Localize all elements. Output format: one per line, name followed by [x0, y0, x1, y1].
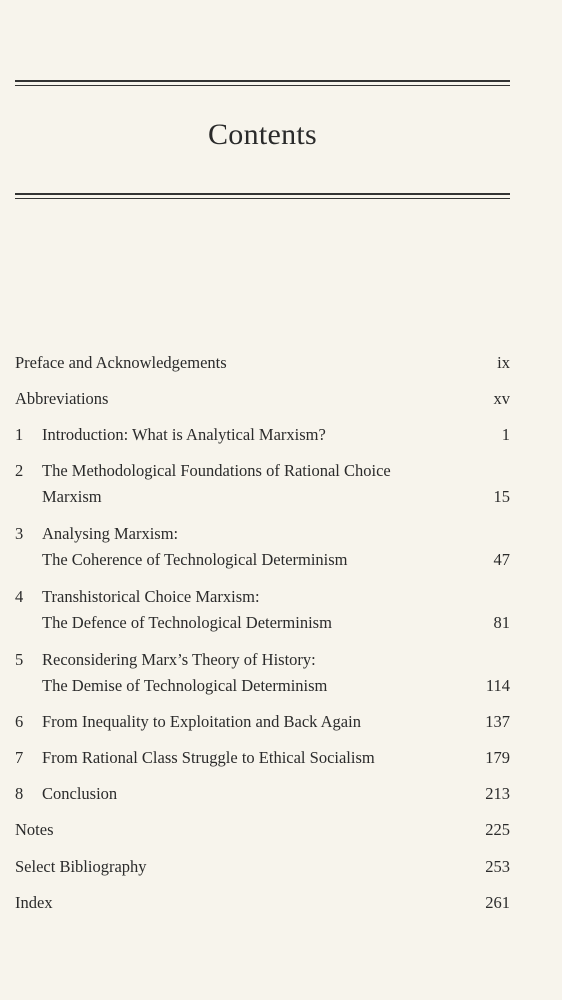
toc-entry-title	[15, 709, 510, 735]
toc-entry-number: 5	[15, 650, 24, 669]
toc-entry-title-line: Conclusion	[42, 784, 118, 803]
toc-entry-title-line: Transhistorical Choice Marxism:	[42, 587, 260, 606]
top-double-rule	[15, 80, 510, 86]
toc-entry-title	[15, 854, 510, 880]
toc-entry-title	[15, 647, 510, 699]
toc-entry-title	[15, 817, 510, 843]
toc-entry-title	[15, 745, 510, 771]
toc-entry-number: 1	[15, 425, 24, 444]
toc-entry-title	[15, 458, 510, 510]
toc-entry-page: 253	[485, 857, 510, 876]
toc-entry-title-line: The Coherence of Technological Determinism	[42, 550, 348, 569]
toc-entry-title	[15, 350, 510, 376]
bottom-double-rule	[15, 193, 510, 199]
toc-entry-page: 225	[485, 820, 510, 839]
toc-entry-abbreviations	[15, 386, 510, 412]
toc-entry-title-line: From Rational Class Struggle to Ethical Socialism	[42, 748, 375, 767]
toc-entry-chapter-8	[15, 781, 510, 807]
toc-entry-title-line: Analysing Marxism:	[42, 524, 179, 543]
toc-entry-chapter-1	[15, 422, 510, 448]
toc-entry-title	[15, 386, 510, 412]
toc-entry-page: ix	[497, 353, 510, 372]
toc-entry-title	[15, 422, 510, 448]
toc-entry-number: 2	[15, 461, 24, 480]
toc-entry-chapter-2	[15, 458, 510, 510]
toc-entry-title-line: Index	[15, 893, 53, 912]
toc-entry-number: 7	[15, 748, 24, 767]
toc-entry-title-line: Marxism	[42, 487, 102, 506]
toc-entry-chapter-4	[15, 584, 510, 636]
toc-entry-chapter-7	[15, 745, 510, 771]
toc-entry-title-line: From Inequality to Exploitation and Back Again	[42, 712, 361, 731]
toc-entry-title-line: The Defence of Technological Determinism	[42, 613, 332, 632]
toc-entry-number: 3	[15, 524, 24, 543]
toc-entry-preface	[15, 350, 510, 376]
toc-entry-page: 81	[493, 613, 510, 632]
toc-entry-number: 4	[15, 587, 24, 606]
toc-entry-title-line: Reconsidering Marx’s Theory of History:	[42, 650, 316, 669]
toc-entry-chapter-5	[15, 647, 510, 699]
toc-entry-page: 179	[485, 748, 510, 767]
toc-entry-title	[15, 890, 510, 916]
toc-entry-page: 47	[493, 550, 510, 569]
toc-entry-title-line: Select Bibliography	[15, 857, 147, 876]
toc-entry-title-line: The Methodological Foundations of Rational Choice	[42, 461, 391, 480]
toc-entry-title-line: Introduction: What is Analytical Marxism?	[42, 425, 326, 444]
toc-entry-number: 8	[15, 784, 24, 803]
toc-entry-page: 1	[501, 425, 510, 444]
toc-entry-page: 261	[485, 893, 510, 912]
toc-entry-page: 15	[493, 487, 510, 506]
toc-entry-number: 6	[15, 712, 24, 731]
toc-entry-page: 137	[485, 712, 510, 731]
toc-entry-title-line: Notes	[15, 820, 54, 839]
toc-entry-index	[15, 890, 510, 916]
toc-entry-bibliography	[15, 854, 510, 880]
toc-entry-title-line: The Demise of Technological Determinism	[42, 676, 328, 695]
toc-entry-title	[15, 781, 510, 807]
toc-entry-chapter-6	[15, 709, 510, 735]
page-title: Contents	[207, 118, 318, 151]
toc-entry-page: 213	[485, 784, 510, 803]
toc-entry-chapter-3	[15, 521, 510, 573]
toc-entry-title-line: Preface and Acknowledgements	[15, 353, 227, 372]
toc-entry-title	[15, 521, 510, 573]
toc-entry-title	[15, 584, 510, 636]
toc-entry-page: xv	[493, 389, 510, 408]
toc-entry-page: 114	[485, 676, 510, 695]
toc-entry-title-line: Abbreviations	[15, 389, 109, 408]
toc-entry-notes	[15, 817, 510, 843]
